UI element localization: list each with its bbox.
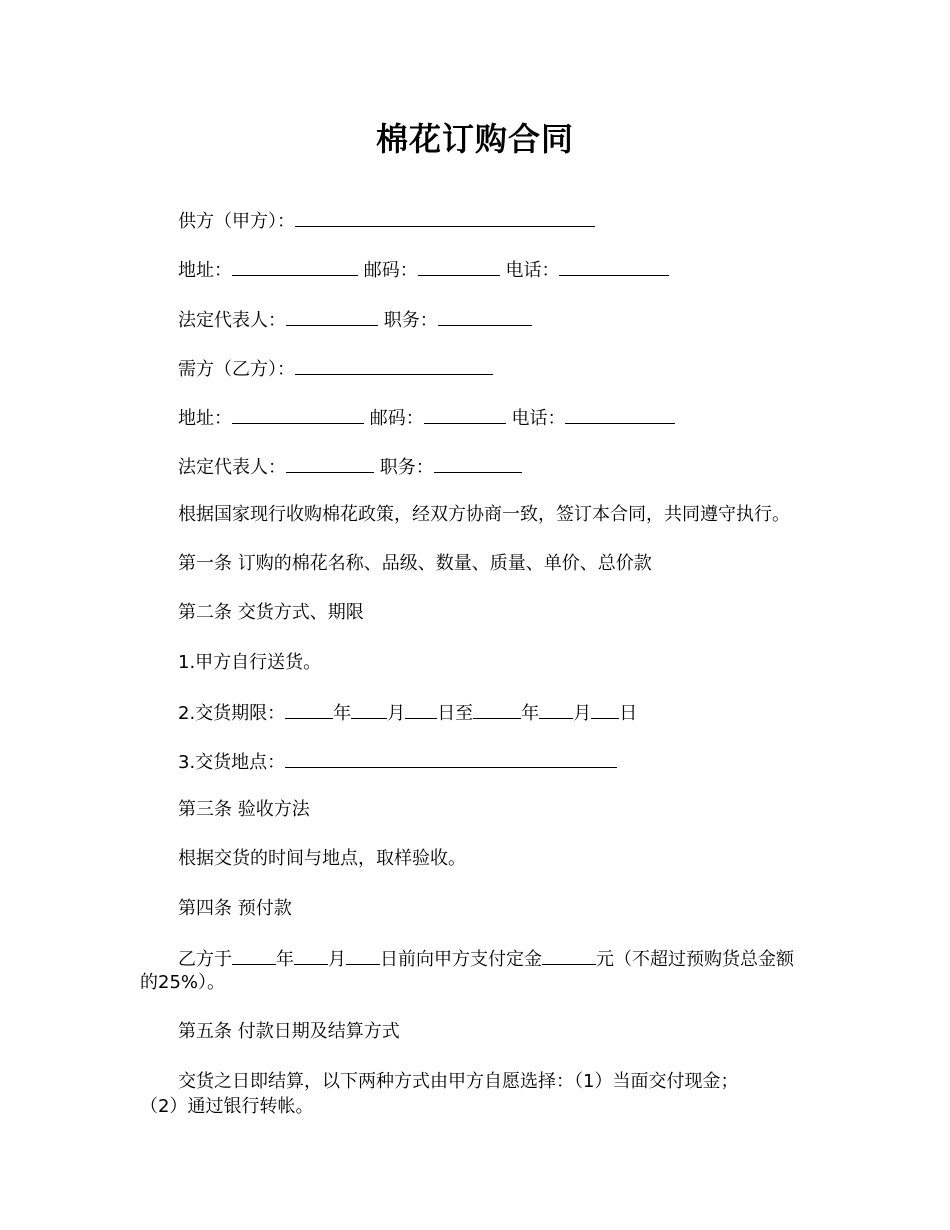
prepay-day-blank[interactable]: [346, 946, 380, 965]
supplier-rep-label: 法定代表人：: [178, 310, 286, 331]
year-label: 年: [333, 703, 352, 724]
month-label: 月: [387, 703, 406, 724]
supplier-phone-blank[interactable]: [559, 257, 669, 276]
article3-heading: 第三条 验收方法: [178, 799, 310, 820]
supplier-line: [178, 208, 595, 234]
delivery-period-label: 2.交货期限：: [178, 703, 286, 724]
prepay-month-label: 月: [328, 949, 346, 970]
prepay-suffix: 元（不超过预购货总金额: [596, 949, 794, 970]
buyer-address-label: 地址：: [178, 408, 232, 429]
article5-text: 交货之日即结算，以下两种方式由甲方自愿选择：（1）当面交付现金；: [178, 1071, 739, 1092]
document-title: 棉花订购合同: [375, 120, 574, 158]
supplier-address-label: 地址：: [178, 260, 232, 281]
article2-item2: [178, 700, 637, 726]
prepay-year-blank[interactable]: [232, 946, 276, 965]
supplier-postcode-blank[interactable]: [418, 257, 500, 276]
start-day-blank[interactable]: [405, 700, 437, 719]
article5-heading: 第五条 付款日期及结算方式: [178, 1021, 400, 1042]
month-label-2: 月: [573, 703, 592, 724]
buyer-postcode-blank[interactable]: [424, 405, 506, 424]
buyer-rep-label: 法定代表人：: [178, 457, 286, 478]
start-month-blank[interactable]: [351, 700, 387, 719]
supplier-address-line: [178, 257, 669, 283]
supplier-phone-label: 电话：: [505, 260, 560, 281]
buyer-address-line: [178, 405, 675, 431]
article2-item3: [178, 749, 617, 775]
delivery-place-label: 3.交货地点：: [178, 752, 286, 773]
article4-text: [178, 946, 794, 972]
deposit-amount-blank[interactable]: [542, 946, 596, 965]
article1-heading: 第一条 订购的棉花名称、品级、数量、质量、单价、总价款: [178, 553, 652, 574]
delivery-place-blank[interactable]: [285, 749, 617, 768]
year-label-2: 年: [521, 703, 540, 724]
article5-text-cont: （2）通过银行转帐。: [140, 1096, 314, 1117]
buyer-rep-blank[interactable]: [286, 454, 374, 473]
buyer-phone-label: 电话：: [511, 408, 566, 429]
preamble: 根据国家现行收购棉花政策，经双方协商一致，签订本合同，共同遵守执行。: [178, 504, 790, 525]
supplier-rep-blank[interactable]: [286, 307, 378, 326]
buyer-postcode-label: 邮码：: [369, 408, 424, 429]
supplier-position-blank[interactable]: [438, 307, 532, 326]
prepay-prefix: 乙方于: [178, 949, 232, 970]
supplier-postcode-label: 邮码：: [363, 260, 418, 281]
article2-heading: 第二条 交货方式、期限: [178, 602, 364, 623]
buyer-rep-line: [178, 454, 522, 480]
end-month-blank[interactable]: [539, 700, 573, 719]
article2-item1: 1.甲方自行送货。: [178, 652, 322, 673]
supplier-label: 供方（甲方）：: [178, 211, 295, 232]
end-year-blank[interactable]: [473, 700, 521, 719]
day-label: 日: [619, 703, 638, 724]
supplier-address-blank[interactable]: [232, 257, 358, 276]
end-day-blank[interactable]: [591, 700, 619, 719]
prepay-mid: 日前向甲方支付定金: [380, 949, 542, 970]
supplier-rep-line: [178, 307, 532, 333]
supplier-name-blank[interactable]: [295, 208, 595, 227]
article3-text: 根据交货的时间与地点，取样验收。: [178, 848, 466, 869]
buyer-position-blank[interactable]: [434, 454, 522, 473]
buyer-phone-blank[interactable]: [565, 405, 675, 424]
buyer-position-label: 职务：: [379, 457, 434, 478]
buyer-address-blank[interactable]: [232, 405, 364, 424]
day-to-label: 日至: [437, 703, 474, 724]
prepay-month-blank[interactable]: [294, 946, 328, 965]
buyer-line: [178, 356, 493, 382]
article4-text-cont: 的25%）。: [140, 972, 226, 993]
buyer-name-blank[interactable]: [295, 356, 493, 375]
article4-heading: 第四条 预付款: [178, 898, 292, 919]
buyer-label: 需方（乙方）：: [178, 359, 295, 380]
start-year-blank[interactable]: [285, 700, 333, 719]
supplier-position-label: 职务：: [383, 310, 438, 331]
prepay-year-label: 年: [276, 949, 294, 970]
